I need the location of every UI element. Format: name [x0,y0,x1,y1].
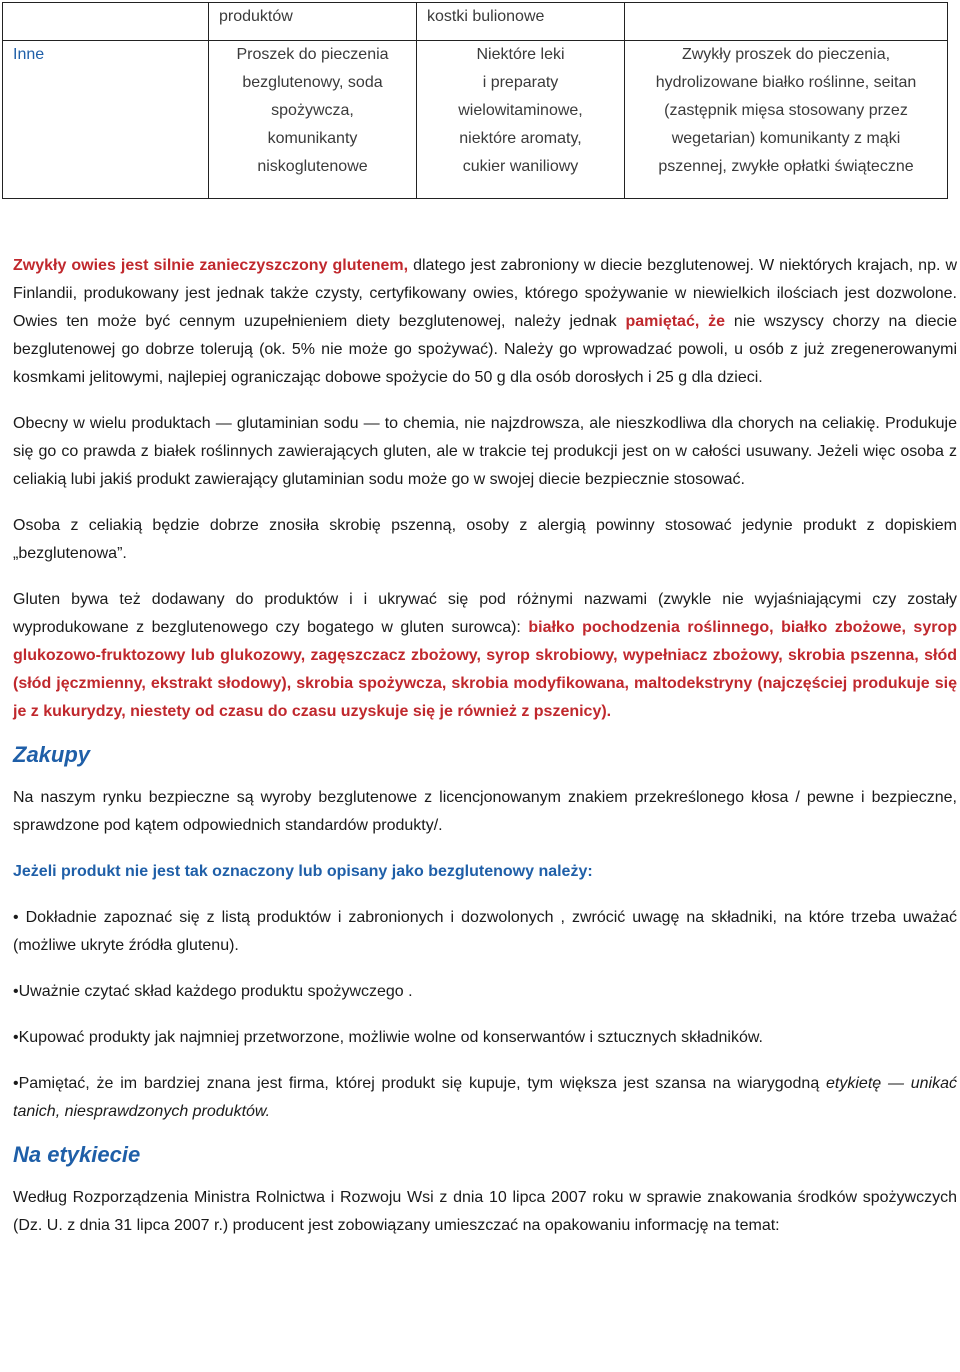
cell-line: Niektóre leki [476,46,565,63]
table-cell [625,3,948,41]
cell-line: niektóre aromaty, [459,130,582,147]
cell-line: niskoglutenowe [257,158,368,175]
bullet-icon: • [13,1029,19,1046]
section-heading-zakupy: Zakupy [13,742,91,767]
list-item [13,904,957,960]
highlight-text: Zwykły owies jest silnie zanieczyszczony glutenem, [13,257,409,274]
paragraph-regulation: Według Rozporządzenia Ministra Rolnictwa i Rozwoju Wsi z dnia 10 lipca 2007 roku w sprawie znakowania środków spożywczych (Dz. U. z dnia 31 lipca 2007 r.) producent jest zobowiązany umieszczać na opakowaniu informację na temat: [13,1189,957,1234]
list-item [13,1024,957,1052]
highlight-text: pamiętać, że [625,313,726,330]
cell-line: cukier waniliowy [462,158,579,175]
body-text: nie wszyscy chorzy na diecie bezglutenowej go dobrze tolerują (ok. 5% nie może go spożywać). Należy go wprowadzać powoli, u osób z już zregenerowanymi kosmkami jelitowymi, najlepiej ograniczając dobowe spożycie do 50 g dla osób dorosłych i 25 g dla dzieci. [13,313,958,386]
cell-line: wielowitaminowe, [458,102,583,119]
cell-line: Proszek do pieczenia [236,46,389,63]
category-cell: Inne [3,41,209,199]
table-cell: kostki bulionowe [417,3,625,41]
table-cell [625,41,948,199]
body-text: etykietę — unikać tanich, niesprawdzonych produktów. [13,1075,958,1120]
cell-line: (zastępnik mięsa stosowany przez [664,102,908,119]
body-text: Gluten bywa też dodawany do produktów i i ukrywać się pod różnymi nazwami (zwykle nie wyjaśniającymi czy zostały wyprodukowane z bezglutenowego czy bogatego w gluten surowca): [13,591,957,636]
body-text: dlatego jest zabroniony w diecie bezglutenowej. W niektórych krajach, np. w Finlandii, produkowany jest jednak także czysty, certyfikowany owies, którego spożywanie w niewielkich ilościach jest dozwolone. Owies ten może być cennym uzupełnieniem diety bezglutenowej, należy jednak [13,257,957,330]
cell-line: spożywcza, [271,102,354,119]
list-item [13,978,957,1006]
list-item [13,1070,957,1126]
table-cell [3,3,209,41]
body-text: Dokładnie zapoznać się z listą produktów i zabronionych i dozwolonych , zwrócić uwagę na składniki, na które trzeba uważać (możliwe ukryte źródła glutenu). [13,909,957,954]
food-table [2,2,948,199]
paragraph-safe-products: Na naszym rynku bezpieczne są wyroby bezglutenowe z licencjonowanym znakiem przekreślonego kłosa / pewne i bezpieczne, sprawdzone pod kątem odpowiednich standardów produkty/. [13,789,957,834]
cell-line: wegetarian) komunikanty z mąki [671,130,901,147]
cell-line: Zwykły proszek do pieczenia, [681,46,891,63]
body-text: Uważnie czytać skład każdego produktu spożywczego . [18,983,413,1000]
table-row [3,3,948,41]
paragraph-hidden-gluten [13,586,957,726]
cell-line: pszennej, zwykłe opłatki świąteczne [658,158,914,175]
bullet-icon: • [13,909,19,926]
section-heading-na-etykiecie: Na etykiecie [13,1142,141,1167]
paragraph-wheat-starch: Osoba z celiakią będzie dobrze znosiła skrobię pszenną, osoby z alergią powinny stosować jedynie produkt z dopiskiem „bezglutenowa”. [13,517,957,562]
body-text: Pamiętać, że im bardziej znana jest firma, której produkt się kupuje, tym większa jest szansa na wiarygodną [18,1075,827,1092]
table-row [3,41,948,199]
bullet-icon: • [13,983,19,1000]
cell-line: bezglutenowy, soda [242,74,383,91]
table-cell: produktów [209,3,417,41]
paragraph-if-not-labeled: Jeżeli produkt nie jest tak oznaczony lub opisany jako bezglutenowy należy: [13,863,593,880]
highlight-text: białko pochodzenia roślinnego, białko zbożowe, syrop glukozowo-fruktozowy lub glukozowy, zagęszczacz zbożowy, syrop skrobiowy, wypełniacz zbożowy, skrobia pszenna, słód (słód jęczmienny, ekstrakt słodowy), skrobia spożywcza, skrobia modyfikowana, maltodekstryny (najczęściej produkuje się je z kukurydzy, niestety od czasu do czasu uzyskuje się je również z pszenicy). [13,619,957,720]
bullet-icon: • [13,1075,19,1092]
document-body [13,252,957,1240]
paragraph-glutamate: Obecny w wielu produktach — glutaminian sodu — to chemia, nie najzdrowsza, ale nieszkodliwa dla chorych na celiakię. Produkuje się go co prawda z białek roślinnych zawierających gluten, ale w trakcie tej produkcji jest on w całości usuwany. Jeżeli więc osoba z celiakią lubi jakiś produkt zawierający glutaminian sodu może go w swojej diecie bezpiecznie stosować. [13,415,957,488]
cell-line: komunikanty [267,130,358,147]
table-cell [417,41,625,199]
body-text: Kupować produkty jak najmniej przetworzone, możliwie wolne od konserwantów i sztucznych składników. [18,1029,763,1046]
paragraph-oats [13,252,957,392]
table-cell [209,41,417,199]
cell-line: i preparaty [482,74,559,91]
cell-line: hydrolizowane białko roślinne, seitan [655,74,917,91]
